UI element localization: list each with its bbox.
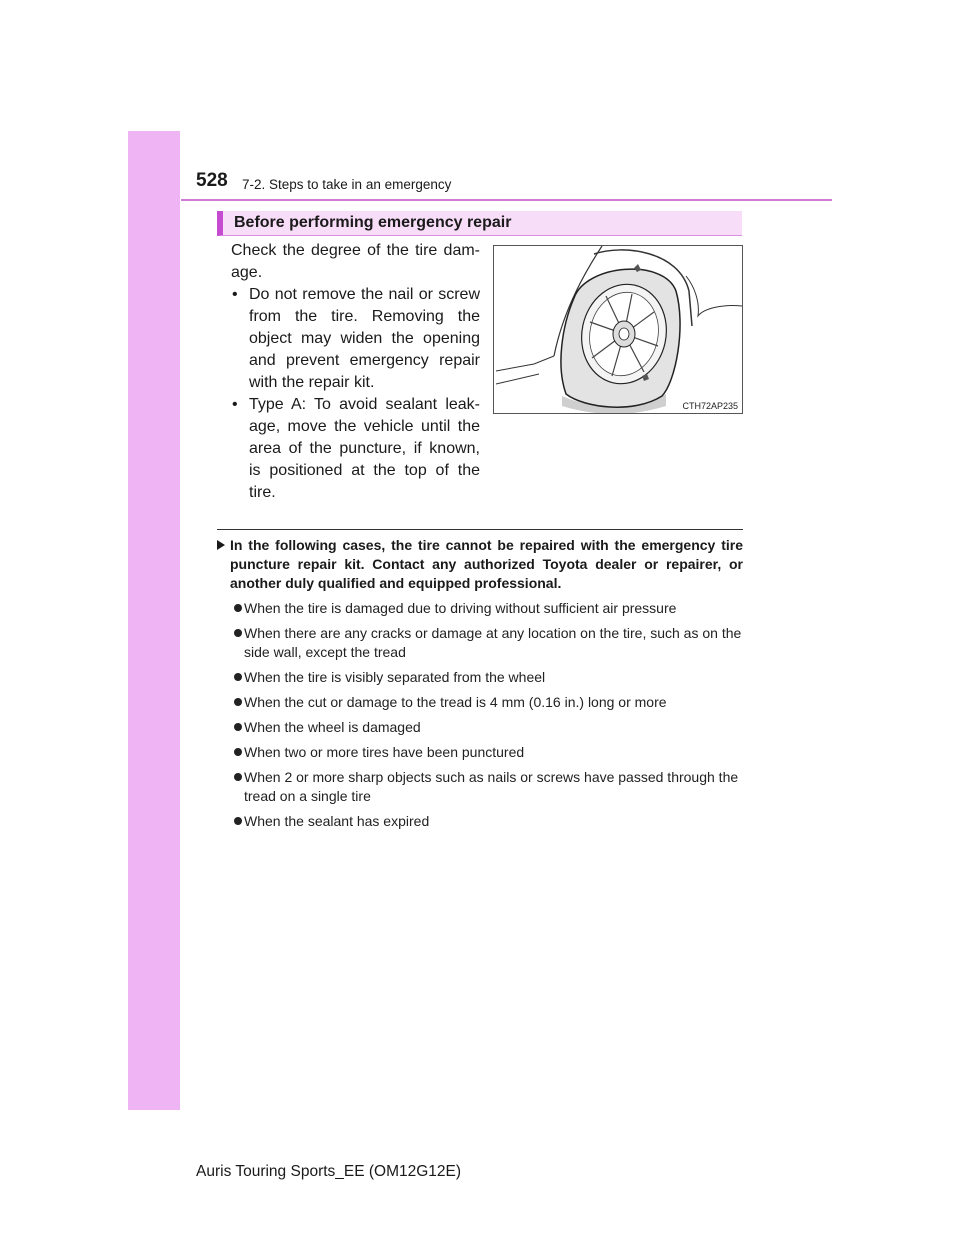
section-heading: Before performing emergency repair: [234, 214, 512, 231]
footer-model-code: Auris Touring Sports_EE (OM12G12E): [196, 1163, 462, 1180]
list-item: When the sealant has expired: [217, 812, 743, 831]
bullet-icon: [234, 773, 242, 781]
list-item: When the tire is damaged due to driving without sufficient air pressure: [217, 599, 743, 618]
list-item: When the cut or damage to the tread is 4 mm (0.16 in.) long or more: [217, 693, 743, 712]
intro-bullet-list: [231, 284, 480, 504]
section-heading-box: [217, 211, 742, 236]
bullet-icon: [234, 673, 242, 681]
bullet-icon: [234, 698, 242, 706]
list-item: When the wheel is damaged: [217, 718, 743, 737]
notes-list: [217, 599, 743, 831]
bullet-icon: [234, 723, 242, 731]
list-item: When two or more tires have been punctured: [217, 743, 743, 762]
list-item: When there are any cracks or damage at any location on the tire, such as on the side wall, except the tread: [217, 624, 743, 662]
list-item: When 2 or more sharp objects such as nails or screws have passed through the tread on a single tire: [217, 768, 743, 806]
list-item: When the tire is visibly separated from the wheel: [217, 668, 743, 687]
section-title: 7-2. Steps to take in an emergency: [242, 177, 452, 192]
notes-heading: In the following cases, the tire cannot be repaired with the emergency tire puncture repair kit. Contact any authorized Toyota dealer or repairer, or another duly qualified and equipped professional.: [217, 536, 743, 593]
notes-divider: [217, 529, 743, 530]
bullet-icon: [234, 748, 242, 756]
page-number: 528: [196, 170, 228, 191]
notes-section: [217, 536, 743, 837]
figure-code: CTH72AP235: [682, 401, 738, 411]
flat-tire-illustration-icon: [494, 246, 742, 413]
bullet-dot-icon: •: [232, 396, 238, 413]
bullet-icon: [234, 604, 242, 612]
intro-bullet: • Type A: To avoid sealant leakage, move the vehicle until the area of the puncture, if known, is positioned at the top of the tire.: [232, 396, 480, 501]
bullet-icon: [234, 629, 242, 637]
intro-bullet: • Do not remove the nail or screw from the tire. Removing the object may widen the opening and prevent emergency repair with the repair kit.: [232, 286, 480, 391]
flat-tire-figure: [493, 245, 743, 414]
intro-paragraph: Check the degree of the tire damage.: [231, 242, 480, 281]
intro-text: [231, 240, 480, 504]
header-divider: [181, 199, 832, 201]
bullet-dot-icon: •: [232, 286, 238, 303]
bullet-icon: [234, 817, 242, 825]
chapter-side-tab: [128, 131, 180, 1110]
triangle-marker-icon: [217, 540, 225, 550]
